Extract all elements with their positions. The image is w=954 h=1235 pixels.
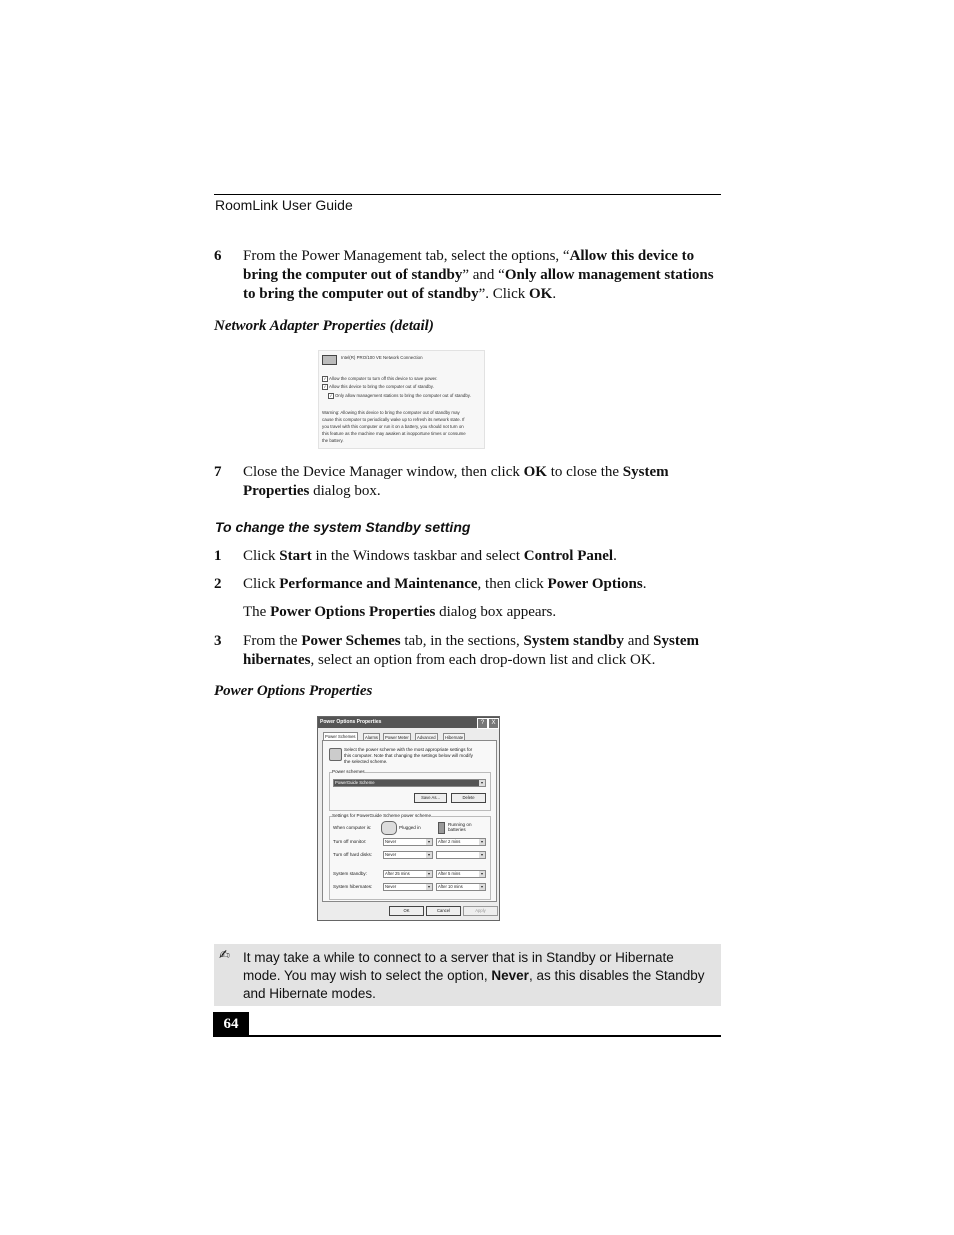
- header-rule: [214, 194, 721, 195]
- scheme-dropdown[interactable]: [333, 779, 486, 787]
- note-text-part: It may take a while to connect to a server that is in Standby or Hibernate mode. You may wish to select the option,: [243, 950, 674, 983]
- step-7: [214, 463, 720, 501]
- dialog-titlebar: [318, 717, 499, 728]
- chevron-down-icon: ▾: [427, 884, 430, 889]
- header-title: RoomLink User Guide: [215, 197, 353, 213]
- note-text-part: , as this disables the Standby and Hibernate modes.: [243, 968, 705, 1001]
- row-label: Turn off hard disks:: [333, 852, 373, 857]
- step-bold: Start: [279, 548, 312, 564]
- step-text: .: [552, 286, 557, 302]
- note-icon: ✍: [219, 948, 230, 963]
- caption-power-options: Power Options Properties: [214, 683, 373, 699]
- hibernate-plugged-dropdown[interactable]: [383, 883, 433, 891]
- checkbox-icon[interactable]: ✓: [323, 384, 327, 389]
- step-text: .: [642, 576, 647, 592]
- step-bold: System Properties: [243, 464, 669, 499]
- step-text: and: [623, 633, 654, 649]
- step-text: , then click: [477, 576, 548, 592]
- step-bold: Control Panel: [523, 548, 614, 564]
- power-scheme-icon: [329, 748, 342, 761]
- row-label: Turn off monitor:: [333, 839, 367, 844]
- help-button[interactable]: ?: [477, 718, 488, 729]
- ok-button[interactable]: OK: [389, 906, 424, 916]
- tab-alarms[interactable]: Alarms: [365, 735, 379, 740]
- checkbox-icon[interactable]: ✓: [329, 393, 333, 398]
- step-3: [214, 632, 720, 670]
- step-text: ”. Click: [478, 286, 529, 302]
- warning-text: Warning: Allowing this device to bring the computer out of standby may: [322, 410, 460, 415]
- battery-icon: [438, 822, 445, 834]
- tab-hibernate[interactable]: Hibernate: [445, 735, 464, 740]
- checkbox-icon[interactable]: ✓: [323, 376, 327, 381]
- intro-text: the selected scheme.: [344, 759, 388, 764]
- caption-network-adapter: Network Adapter Properties (detail): [214, 318, 434, 334]
- delete-button[interactable]: Delete: [451, 793, 486, 803]
- step-text: ” and “: [462, 267, 505, 283]
- intro-text: this computer. Note that changing the settings below will modify: [344, 753, 473, 758]
- step-number: 6: [214, 248, 222, 264]
- step-bold: Performance and Maintenance: [279, 576, 478, 592]
- monitor-battery-dropdown[interactable]: [436, 838, 486, 846]
- para-text: The: [243, 604, 271, 620]
- battery-label: Running on: [448, 822, 472, 827]
- para-text: dialog box appears.: [435, 604, 557, 620]
- chevron-down-icon: ▾: [480, 884, 483, 889]
- step-text: dialog box.: [309, 483, 381, 499]
- option-label: Allow this device to bring the computer out of standby.: [329, 384, 434, 389]
- group-label: Settings for PowerGuide Scheme power scheme: [332, 813, 432, 818]
- chevron-down-icon: ▾: [427, 871, 430, 876]
- dropdown-value: Never: [385, 852, 397, 857]
- disks-plugged-dropdown[interactable]: [383, 851, 433, 859]
- step-bold: System hibernates: [243, 633, 699, 668]
- step-text: Close the Device Manager window, then click: [243, 464, 524, 480]
- option-label: Only allow management stations to bring the computer out of standby.: [335, 393, 471, 398]
- cancel-button[interactable]: Cancel: [426, 906, 461, 916]
- step-bold: Allow this device to bring the computer out of standby: [243, 248, 695, 283]
- standby-plugged-dropdown[interactable]: [383, 870, 433, 878]
- dropdown-value: After 5 mins: [438, 871, 461, 876]
- tab-power-schemes[interactable]: Power Schemes: [325, 734, 356, 739]
- network-card-icon: [322, 355, 337, 365]
- row-label: System standby:: [333, 871, 367, 876]
- chevron-down-icon: ▾: [480, 839, 483, 844]
- warning-text: you travel with this computer or run it on a battery, you should not turn on: [322, 424, 464, 429]
- power-schemes-group: [329, 772, 491, 811]
- step-bold: Only allow management stations to bring the computer out of standby: [243, 267, 714, 302]
- step-bold: Power Options: [547, 576, 643, 592]
- page-number: 64: [213, 1012, 249, 1036]
- warning-text: the battery.: [322, 438, 344, 443]
- hibernate-battery-dropdown[interactable]: [436, 883, 486, 891]
- battery-label: batteries: [448, 827, 466, 832]
- step-bold: Power Schemes: [301, 633, 401, 649]
- power-options-screenshot: [317, 716, 500, 921]
- subheading: To change the system Standby setting: [215, 519, 471, 535]
- chevron-down-icon: ▾: [480, 871, 483, 876]
- chevron-down-icon: ▾: [480, 780, 483, 785]
- chevron-down-icon: ▾: [427, 839, 430, 844]
- plug-icon: [381, 821, 397, 835]
- para-bold: Power Options Properties: [270, 604, 436, 620]
- apply-button[interactable]: Apply: [463, 906, 498, 916]
- note-bold: Never: [491, 968, 529, 983]
- step-number: 1: [214, 548, 222, 564]
- step-text: Click: [243, 548, 280, 564]
- step-bold: OK: [523, 464, 547, 480]
- chevron-down-icon: ▾: [480, 852, 483, 857]
- network-adapter-screenshot: [318, 350, 485, 449]
- step-text: , select an option from each drop-down list and click OK.: [310, 652, 656, 668]
- power-schemes-panel: [322, 740, 497, 902]
- disks-battery-dropdown[interactable]: [436, 851, 486, 859]
- step-number: 2: [214, 576, 222, 592]
- group-label: Power schemes: [332, 769, 365, 774]
- dropdown-value: Never: [385, 839, 397, 844]
- option-label: Allow the computer to turn off this device to save power.: [329, 376, 438, 381]
- step-text: tab, in the sections,: [400, 633, 524, 649]
- device-name: Intel(R) PRO/100 VE Network Connection: [341, 355, 423, 360]
- plugged-in-label: Plugged in: [399, 825, 421, 830]
- intro-text: Select the power scheme with the most appropriate settings for: [344, 747, 473, 752]
- step-number: 3: [214, 633, 222, 649]
- dropdown-value: After 25 mins: [385, 871, 410, 876]
- step-text: to close the: [546, 464, 623, 480]
- step-bold: System standby: [523, 633, 624, 649]
- step-2: [214, 575, 720, 594]
- step-text: in the Windows taskbar and select: [311, 548, 524, 564]
- dialog-title: Power Options Properties: [320, 719, 382, 725]
- dropdown-value: PowerGuide Scheme: [335, 780, 375, 785]
- row-label: System hibernates:: [333, 884, 373, 889]
- dialog-appears-text: [243, 604, 556, 621]
- step-text: Click: [243, 576, 280, 592]
- close-button[interactable]: X: [488, 718, 499, 729]
- tab-power-meter[interactable]: Power Meter: [385, 735, 409, 740]
- dropdown-value: After 2 mins: [438, 839, 461, 844]
- when-label: When computer is:: [333, 825, 372, 830]
- step-number: 7: [214, 464, 222, 480]
- dropdown-value: After 10 mins: [438, 884, 463, 889]
- chevron-down-icon: ▾: [427, 852, 430, 857]
- step-bold: OK: [528, 286, 553, 302]
- monitor-plugged-dropdown[interactable]: [383, 838, 433, 846]
- standby-battery-dropdown[interactable]: [436, 870, 486, 878]
- footer-rule: [213, 1035, 721, 1037]
- tab-advanced[interactable]: Advanced: [417, 735, 436, 740]
- step-text: .: [613, 548, 617, 564]
- note-text: [243, 949, 711, 1003]
- save-as-button[interactable]: Save As...: [414, 793, 447, 803]
- warning-text: this feature as the machine may awaken at inopportune times or consume: [322, 431, 466, 436]
- step-1: [214, 547, 720, 566]
- step-text: From the Power Management tab, select the options, “: [243, 248, 570, 264]
- warning-text: cause this computer to periodically wake up to refresh its network state. If: [322, 417, 465, 422]
- dropdown-value: Never: [385, 884, 397, 889]
- step-text: From the: [243, 633, 302, 649]
- step-6: [214, 247, 720, 304]
